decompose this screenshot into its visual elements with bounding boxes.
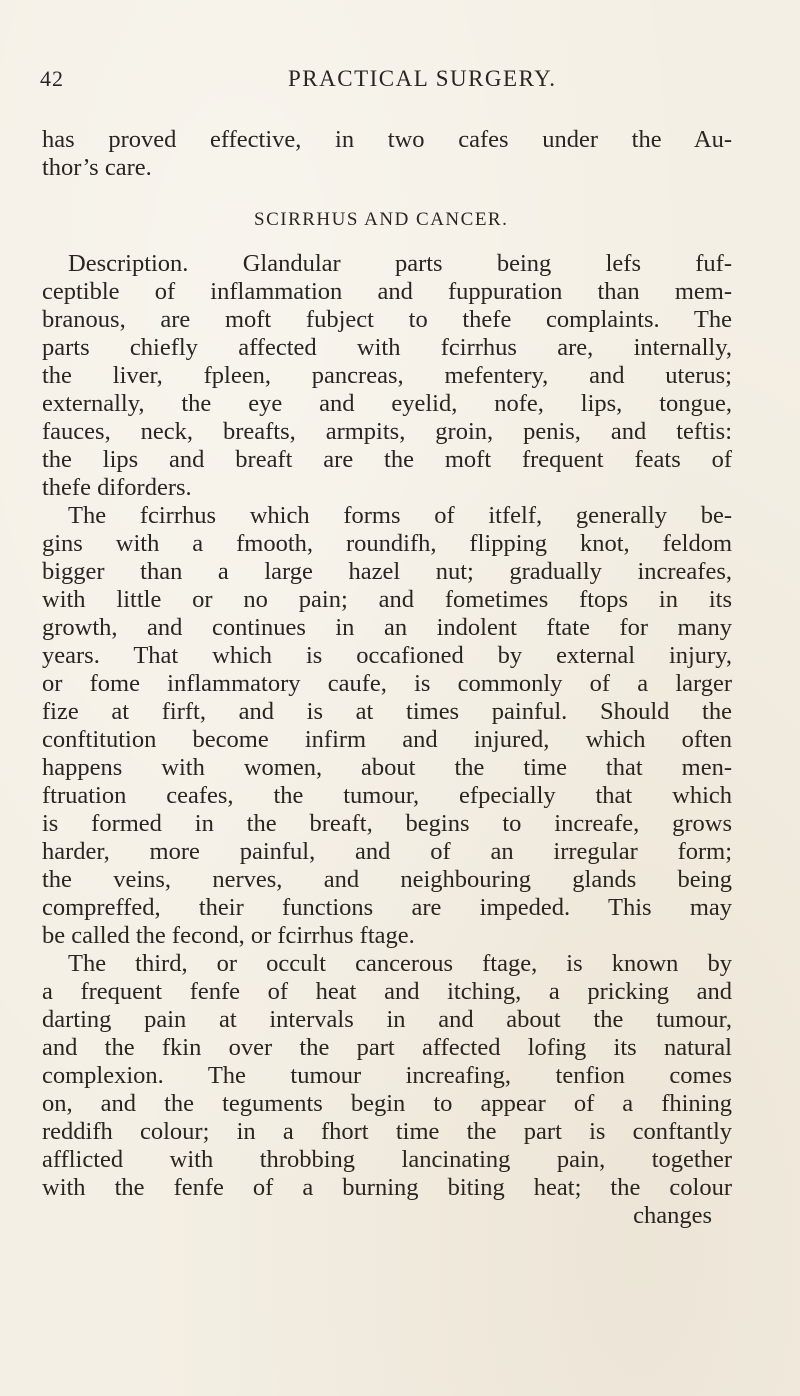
text-line: compreffed, their functions are impeded. This may	[42, 894, 732, 921]
text-line: fize at firft, and is at times painful. Should the	[42, 698, 732, 725]
text-line: externally, the eye and eyelid, nofe, lips, tongue,	[42, 390, 732, 417]
text-line: has proved effective, in two cafes under the Au-	[42, 126, 732, 153]
running-head	[40, 66, 760, 100]
text-line: Description. Glandular parts being lefs fuf-	[68, 250, 732, 277]
text-line: the liver, fpleen, pancreas, mefentery, and uterus;	[42, 362, 732, 389]
section-heading: SCIRRHUS AND CANCER.	[254, 209, 509, 230]
page-number: 42	[40, 66, 64, 91]
text-line: fauces, neck, breafts, armpits, groin, penis, and teftis:	[42, 418, 732, 445]
text-line: complexion. The tumour increafing, tenfion comes	[42, 1062, 732, 1089]
text-line: conftitution become infirm and injured, which often	[42, 726, 732, 753]
text-line: reddifh colour; in a fhort time the part is conftantly	[42, 1118, 732, 1145]
text-line: bigger than a large hazel nut; gradually increafes,	[42, 558, 732, 585]
text-line: the lips and breaft are the moft frequent feats of	[42, 446, 732, 473]
running-title: PRACTICAL SURGERY.	[288, 66, 557, 91]
text-line: growth, and continues in an indolent ftate for many	[42, 614, 732, 641]
catchword: changes	[633, 1202, 712, 1229]
text-line: and the fkin over the part affected lofing its natural	[42, 1034, 732, 1061]
text-line: on, and the teguments begin to appear of a fhining	[42, 1090, 732, 1117]
text-line: gins with a fmooth, roundifh, flipping knot, feldom	[42, 530, 732, 557]
text-line: afflicted with throbbing lancinating pain, together	[42, 1146, 732, 1173]
text-line: darting pain at intervals in and about the tumour,	[42, 1006, 732, 1033]
text-line: thefe diforders.	[42, 474, 192, 501]
text-line: with little or no pain; and fometimes ftops in its	[42, 586, 732, 613]
text-line: ceptible of inflammation and fuppuration than mem-	[42, 278, 732, 305]
text-line: is formed in the breaft, begins to increafe, grows	[42, 810, 732, 837]
text-line: parts chiefly affected with fcirrhus are, internally,	[42, 334, 732, 361]
text-line: happens with women, about the time that men-	[42, 754, 732, 781]
text-line: thor’s care.	[42, 154, 152, 181]
body-text	[42, 126, 732, 1230]
text-line: ftruation ceafes, the tumour, efpecially that which	[42, 782, 732, 809]
text-line: years. That which is occafioned by external injury,	[42, 642, 732, 669]
text-line: be called the fecond, or fcirrhus ftage.	[42, 922, 415, 949]
text-line: a frequent fenfe of heat and itching, a pricking and	[42, 978, 732, 1005]
text-line: with the fenfe of a burning biting heat; the colour	[42, 1174, 732, 1201]
text-line: the veins, nerves, and neighbouring glands being	[42, 866, 732, 893]
text-line: or fome inflammatory caufe, is commonly of a larger	[42, 670, 732, 697]
text-line: harder, more painful, and of an irregular form;	[42, 838, 732, 865]
text-line: The fcirrhus which forms of itfelf, generally be-	[68, 502, 732, 529]
text-line: The third, or occult cancerous ftage, is known by	[68, 950, 732, 977]
text-line: branous, are moft fubject to thefe complaints. The	[42, 306, 732, 333]
